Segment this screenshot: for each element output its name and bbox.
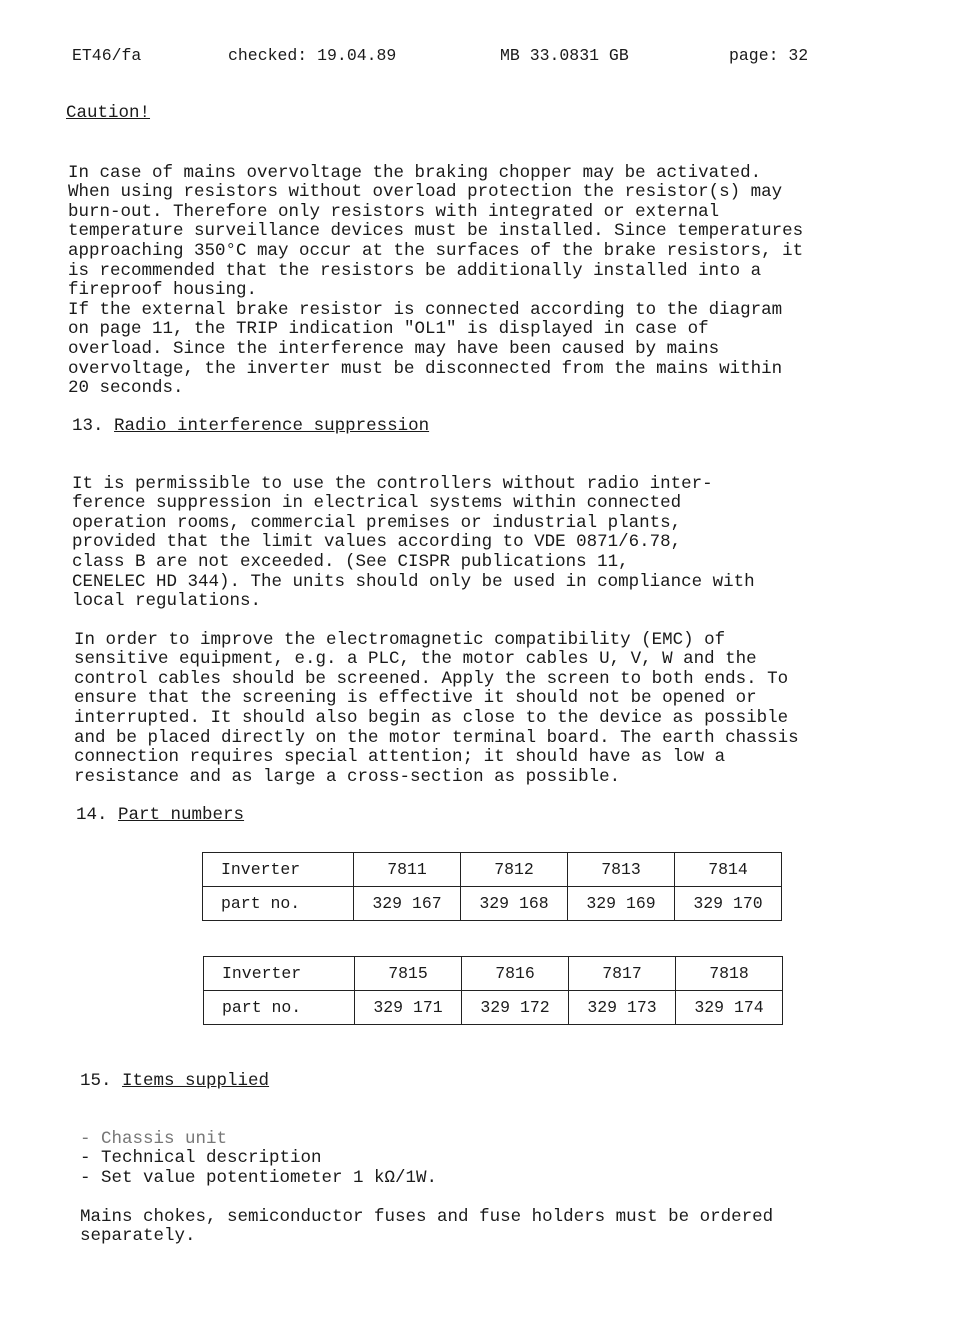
inverter-cell: 7813: [568, 853, 675, 887]
part-number-cell: 329 169: [568, 887, 675, 921]
inverter-cell: 7812: [461, 853, 568, 887]
page-number: page: 32: [729, 46, 809, 65]
list-item: - Technical description: [80, 1148, 322, 1169]
caution-line: fireproof housing.: [68, 280, 258, 301]
part-number-cell: 329 174: [676, 991, 783, 1025]
inverter-cell: 7814: [675, 853, 782, 887]
caution-line: temperature surveillance devices must be installed. Since temperatures: [68, 221, 804, 242]
caution-line: In case of mains overvoltage the braking chopper may be activated.: [68, 162, 762, 183]
section14-title: Part numbers: [118, 805, 245, 825]
inverter-row: [203, 853, 782, 887]
caution-text: [68, 144, 803, 418]
caution-line: overload. Since the interference may have been caused by mains: [68, 338, 720, 359]
caution-line: overvoltage, the inverter must be disconnected from the mains within: [68, 358, 783, 379]
doc-code: ET46/fa: [72, 46, 142, 65]
part-number-row: [204, 991, 783, 1025]
inverter-cell: 7817: [569, 957, 676, 991]
paragraph-line: interrupted. It should also begin as close to the device as possible: [74, 707, 789, 728]
section13-title: Radio interference suppression: [114, 416, 430, 436]
caution-line: approaching 350°C may occur at the surfaces of the brake resistors, it: [68, 240, 804, 261]
caution-title: Caution!: [66, 103, 151, 123]
part-number-row: [203, 887, 782, 921]
paragraph-line: and be placed directly on the motor terminal board. The earth chassis: [74, 727, 799, 748]
part-number-cell: 329 171: [355, 991, 462, 1025]
inverter-label: Inverter: [203, 853, 354, 887]
section13-heading: [72, 417, 429, 437]
note-line: separately.: [80, 1226, 196, 1247]
caution-line: burn-out. Therefore only resistors with integrated or external: [68, 201, 720, 222]
list-item: - Set value potentiometer 1 kΩ/1W.: [80, 1167, 438, 1188]
checked-date: checked: 19.04.89: [228, 46, 397, 65]
inverter-cell: 7816: [462, 957, 569, 991]
section15-number: 15.: [80, 1071, 112, 1091]
caution-line: 20 seconds.: [68, 378, 184, 399]
part-number-cell: 329 172: [462, 991, 569, 1025]
part-numbers-table-2: [203, 956, 783, 1025]
paragraph-line: ensure that the screening is effective it should not be opened or: [74, 688, 757, 709]
paragraph-line: ference suppression in electrical systems within connected: [72, 493, 682, 514]
paragraph-line: sensitive equipment, e.g. a PLC, the motor cables U, V, W and the: [74, 649, 757, 670]
paragraph-line: provided that the limit values according to VDE 0871/6.78,: [72, 532, 682, 553]
part-number-cell: 329 170: [675, 887, 782, 921]
inverter-cell: 7815: [355, 957, 462, 991]
section13-number: 13.: [72, 416, 104, 436]
note-line: Mains chokes, semiconductor fuses and fuse holders must be ordered: [80, 1206, 774, 1227]
paragraph-line: It is permissible to use the controllers without radio inter-: [72, 473, 713, 494]
caution-line: is recommended that the resistors be additionally installed into a: [68, 260, 762, 281]
part-number-cell: 329 173: [569, 991, 676, 1025]
paragraph-line: operation rooms, commercial premises or industrial plants,: [72, 512, 682, 533]
section15-title: Items supplied: [122, 1071, 270, 1091]
section15-heading: [80, 1072, 269, 1092]
list-item: - Chassis unit: [80, 1128, 228, 1149]
section13-paragraph-2: [74, 611, 799, 807]
paragraph-line: control cables should be screened. Apply the screen to both ends. To: [74, 668, 789, 689]
section13-paragraph-1: [72, 455, 755, 631]
paragraph-line: CENELEC HD 344). The units should only be used in compliance with: [72, 571, 755, 592]
paragraph-line: local regulations.: [72, 591, 262, 612]
caution-line: If the external brake resistor is connected according to the diagram: [68, 299, 783, 320]
inverter-row: [204, 957, 783, 991]
ordering-note: [80, 1188, 773, 1266]
part-numbers-table-1: [202, 852, 782, 921]
document-reference: MB 33.0831 GB: [500, 46, 629, 65]
caution-line: on page 11, the TRIP indication "OL1" is displayed in case of: [68, 319, 709, 340]
inverter-cell: 7811: [354, 853, 461, 887]
inverter-cell: 7818: [676, 957, 783, 991]
section14-heading: [76, 806, 244, 826]
paragraph-line: class B are not exceeded. (See CISPR publications 11,: [72, 551, 629, 572]
part-number-cell: 329 167: [354, 887, 461, 921]
section14-number: 14.: [76, 805, 108, 825]
paragraph-line: connection requires special attention; it should have as low a: [74, 747, 726, 768]
paragraph-line: In order to improve the electromagnetic compatibility (EMC) of: [74, 629, 726, 650]
part-number-cell: 329 168: [461, 887, 568, 921]
caution-line: When using resistors without overload protection the resistor(s) may: [68, 182, 783, 203]
part-no-label: part no.: [203, 887, 354, 921]
paragraph-line: resistance and as large a cross-section as possible.: [74, 766, 621, 787]
inverter-label: Inverter: [204, 957, 355, 991]
part-no-label: part no.: [204, 991, 355, 1025]
